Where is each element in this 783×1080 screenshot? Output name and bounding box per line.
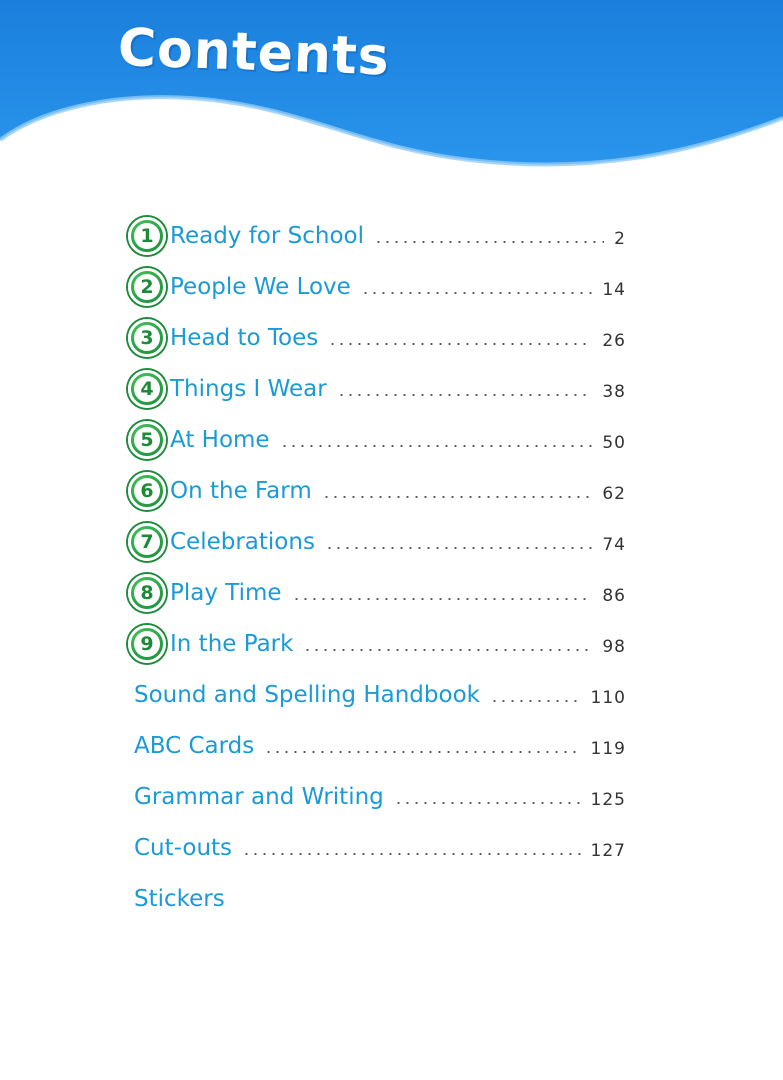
entry-title: Play Time bbox=[170, 580, 282, 606]
entry-title: Celebrations bbox=[170, 529, 315, 555]
unit-number-badge: 4 bbox=[128, 370, 166, 408]
page-number: 127 bbox=[590, 841, 626, 861]
entry-title: Things I Wear bbox=[170, 376, 327, 402]
toc-entry-abc-cards[interactable] bbox=[134, 726, 626, 766]
dot-leader bbox=[337, 394, 593, 396]
dot-leader bbox=[292, 598, 593, 600]
dot-leader bbox=[328, 343, 592, 345]
entry-title: Head to Toes bbox=[170, 325, 319, 351]
entry-title: On the Farm bbox=[170, 478, 312, 504]
page-number: 62 bbox=[602, 484, 626, 504]
entry-title: At Home bbox=[170, 427, 270, 453]
unit-number-badge: 2 bbox=[128, 268, 166, 306]
entry-title: Ready for School bbox=[170, 223, 365, 249]
dot-leader bbox=[374, 241, 604, 243]
dot-leader bbox=[361, 292, 593, 294]
toc-entry-stickers[interactable] bbox=[134, 879, 626, 919]
dot-leader bbox=[280, 445, 593, 447]
unit-number-badge: 8 bbox=[128, 574, 166, 612]
page-number: 50 bbox=[602, 433, 626, 453]
toc-entry-unit-4[interactable] bbox=[128, 369, 626, 409]
entry-title: Grammar and Writing bbox=[134, 784, 384, 810]
dot-leader bbox=[303, 649, 592, 651]
page-number: 26 bbox=[602, 331, 626, 351]
dot-leader bbox=[325, 547, 592, 549]
toc-entry-sound-spelling-handbook[interactable] bbox=[134, 675, 626, 715]
page-number: 74 bbox=[602, 535, 626, 555]
entry-title: Stickers bbox=[134, 886, 225, 912]
unit-number-badge: 7 bbox=[128, 523, 166, 561]
entry-title: ABC Cards bbox=[134, 733, 255, 759]
unit-number-badge: 6 bbox=[128, 472, 166, 510]
toc-entry-unit-1[interactable] bbox=[128, 216, 626, 256]
page-number: 2 bbox=[614, 229, 626, 249]
page-number: 125 bbox=[590, 790, 626, 810]
entry-title: In the Park bbox=[170, 631, 294, 657]
toc-entry-unit-3[interactable] bbox=[128, 318, 626, 358]
entry-title: Cut-outs bbox=[134, 835, 233, 861]
dot-leader bbox=[264, 751, 580, 753]
toc-entry-unit-8[interactable] bbox=[128, 573, 626, 613]
entry-title: People We Love bbox=[170, 274, 351, 300]
dot-leader bbox=[490, 700, 581, 702]
unit-number-badge: 5 bbox=[128, 421, 166, 459]
entry-title: Sound and Spelling Handbook bbox=[134, 682, 480, 708]
page-number: 110 bbox=[590, 688, 626, 708]
page-number: 98 bbox=[602, 637, 626, 657]
toc-entry-unit-7[interactable] bbox=[128, 522, 626, 562]
toc-entry-cut-outs[interactable] bbox=[134, 828, 626, 868]
unit-number-badge: 1 bbox=[128, 217, 166, 255]
toc-entry-unit-6[interactable] bbox=[128, 471, 626, 511]
toc-entry-unit-2[interactable] bbox=[128, 267, 626, 307]
page-number: 38 bbox=[602, 382, 626, 402]
dot-leader bbox=[394, 802, 581, 804]
toc-entry-grammar-writing[interactable] bbox=[134, 777, 626, 817]
toc-entry-unit-5[interactable] bbox=[128, 420, 626, 460]
toc-entry-unit-9[interactable] bbox=[128, 624, 626, 664]
page-number: 86 bbox=[602, 586, 626, 606]
unit-number-badge: 3 bbox=[128, 319, 166, 357]
page-title: Contents bbox=[116, 18, 391, 88]
dot-leader bbox=[322, 496, 593, 498]
dot-leader bbox=[242, 853, 581, 855]
page-number: 119 bbox=[590, 739, 626, 759]
unit-number-badge: 9 bbox=[128, 625, 166, 663]
page-number: 14 bbox=[602, 280, 626, 300]
